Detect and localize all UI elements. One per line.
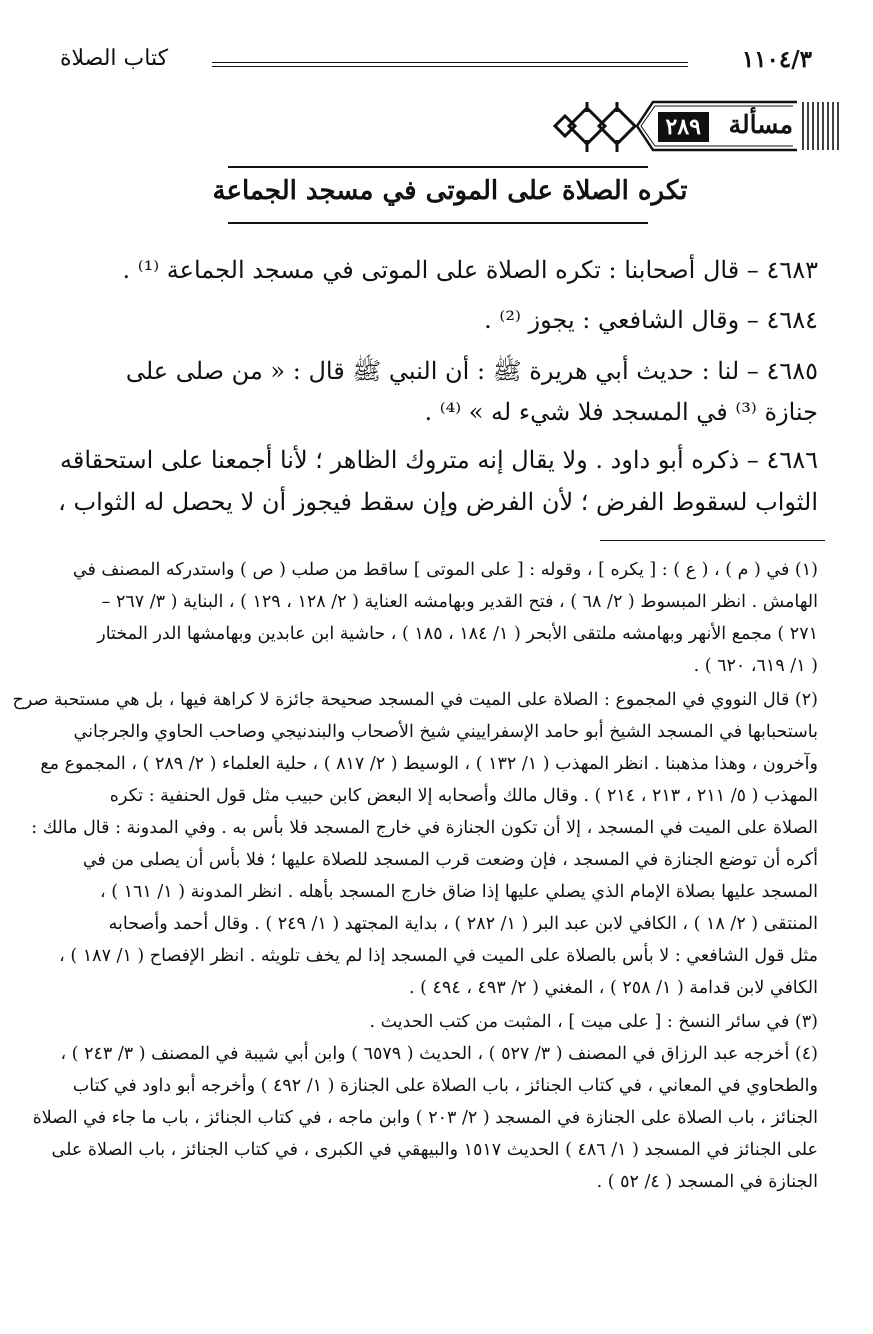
header-rule: [212, 62, 688, 67]
masala-number: ٢٨٩: [658, 112, 709, 142]
footnote-line: الجنازة في المسجد ( ٤/ ٥٢ ) .: [596, 1172, 818, 1192]
footnote-line: الكافي لابن قدامة ( ١/ ٢٥٨ ) ، المغني ( ٢/ ٤٩٣ ، ٤٩٤ ) .: [409, 978, 818, 998]
footnote-line: على الجنائز في المسجد ( ١/ ٤٨٦ ) الحديث ١٥١٧ والبيهقي في الكبرى ، في كتاب الجنائز ، باب الصلاة على: [51, 1140, 818, 1160]
footnote-line: ٢٧١ ) مجمع الأنهر وبهامشه ملتقى الأبحر ( ١/ ١٨٤ ، ١٨٥ ) ، حاشية ابن عابدين وبهامشها الدر المختار: [97, 624, 818, 644]
body-line: ٤٦٨٣ – قال أصحابنا : تكره الصلاة على الموتى في مسجد الجماعة ⁽¹⁾ .: [122, 256, 818, 284]
masala-banner: [545, 98, 845, 158]
footnote-line: (٢) قال النووي في المجموع : الصلاة على الميت في المسجد صحيحة جائزة لا كراهة فيها ، بل هي مستحبة صرح: [12, 690, 818, 710]
footnote-line: والطحاوي في المعاني ، في كتاب الجنائز ، باب الصلاة على الجنازة ( ١/ ٤٩٢ ) وأخرجه أبو داود في كتاب: [72, 1076, 818, 1096]
body-line: ٤٦٨٥ – لنا : حديث أبي هريرة ﷺ : أن النبي ﷺ قال : « من صلى على: [125, 357, 818, 385]
footnote-separator: [600, 540, 825, 541]
footnote-line: (٤) أخرجه عبد الرزاق في المصنف ( ٣/ ٥٢٧ ) ، الحديث ( ٦٥٧٩ ) وابن أبي شيبة في المصنف ( ٣/ ٢٤٣ ) ،: [60, 1044, 818, 1064]
footnote-line: (٣) في سائر النسخ : [ على ميت ] ، المثبت من كتب الحديث .: [369, 1012, 818, 1032]
heading-bottom-rule: [228, 222, 648, 224]
body-line: ٤٦٨٦ – ذكره أبو داود . ولا يقال إنه متروك الظاهر ؛ لأنا أجمعنا على استحقاقه: [60, 446, 818, 474]
footnote-line: المنتقى ( ٢/ ١٨ ) ، الكافي لابن عبد البر ( ١/ ٢٨٢ ) ، بداية المجتهد ( ١/ ٢٤٩ ) . وقال أحمد وأصحابه: [108, 914, 818, 934]
footnote-line: المسجد عليها بصلاة الإمام الذي يصلي عليها إذا ضاق خارج المسجد بأهله . انظر المدونة ( ١/ ١٦١ ) ،: [100, 882, 818, 902]
page-number: ١١٠٤/٣: [741, 46, 812, 73]
footnote-line: مثل قول الشافعي : لا بأس بالصلاة على الميت في المسجد إذا لم يخف تلويثه . انظر الإفصاح ( ١/ ١٨٧ ) ،: [59, 946, 818, 966]
masala-label: مسألة: [728, 110, 793, 139]
heading-top-rule: [228, 166, 648, 168]
body-line: جنازة ⁽³⁾ في المسجد فلا شيء له » ⁽⁴⁾ .: [424, 398, 818, 426]
footnote-line: (١) في ( م ) ، ( ع ) : [ يكره ] ، وقوله : [ على الموتى ] ساقط من صلب ( ص ) واستدركه المصنف في: [72, 560, 818, 580]
footnote-line: الهامش . انظر المبسوط ( ٢/ ٦٨ ) ، فتح القدير وبهامشه العناية ( ٢/ ١٢٨ ، ١٢٩ ) ، البناية ( ٣/ ٢٦٧ –: [101, 592, 818, 612]
body-line: ٤٦٨٤ – وقال الشافعي : يجوز ⁽²⁾ .: [484, 306, 818, 334]
body-line: الثواب لسقوط الفرض ؛ لأن الفرض وإن سقط فيجوز أن لا يحصل له الثواب ،: [58, 488, 818, 516]
footnote-line: باستحبابها في المسجد الشيخ أبو حامد الإسفراييني شيخ الأصحاب والبندنيجي وصاحب الحاوي والجرجاني: [73, 722, 818, 742]
footnote-line: وآخرون ، وهذا مذهبنا . انظر المهذب ( ١/ ١٣٢ ) ، الوسيط ( ٢/ ٨١٧ ) ، حلية العلماء ( ٢/ ٢٨٩ ) ، المجموع مع: [40, 754, 818, 774]
footnote-line: المهذب ( ٥/ ٢١١ ، ٢١٣ ، ٢١٤ ) . وقال مالك وأصحابه إلا البعض كابن حبيب مثل قول الحنفية : تكره: [109, 786, 818, 806]
section-heading: تكره الصلاة على الموتى في مسجد الجماعة: [212, 176, 688, 206]
running-header: [60, 44, 820, 76]
footnote-line: أكره أن توضع الجنازة في المسجد ، فإن وضعت قرب المسجد للصلاة عليها ؛ فلا بأس أن يصلى من في: [82, 850, 818, 870]
book-title: كتاب الصلاة: [60, 46, 169, 71]
footnote-line: الصلاة على الميت في المسجد ، إلا أن تكون الجنازة في خارج المسجد فلا بأس به . وفي المدونة : قال مالك :: [31, 818, 818, 838]
footnote-line: الجنائز ، باب الصلاة على الجنازة في المسجد ( ٢/ ٢٠٣ ) وابن ماجه ، في كتاب الجنائز ، باب ما جاء في الصلاة: [32, 1108, 818, 1128]
footnote-line: ( ١/ ٦١٩، ٦٢٠ ) .: [693, 656, 818, 676]
